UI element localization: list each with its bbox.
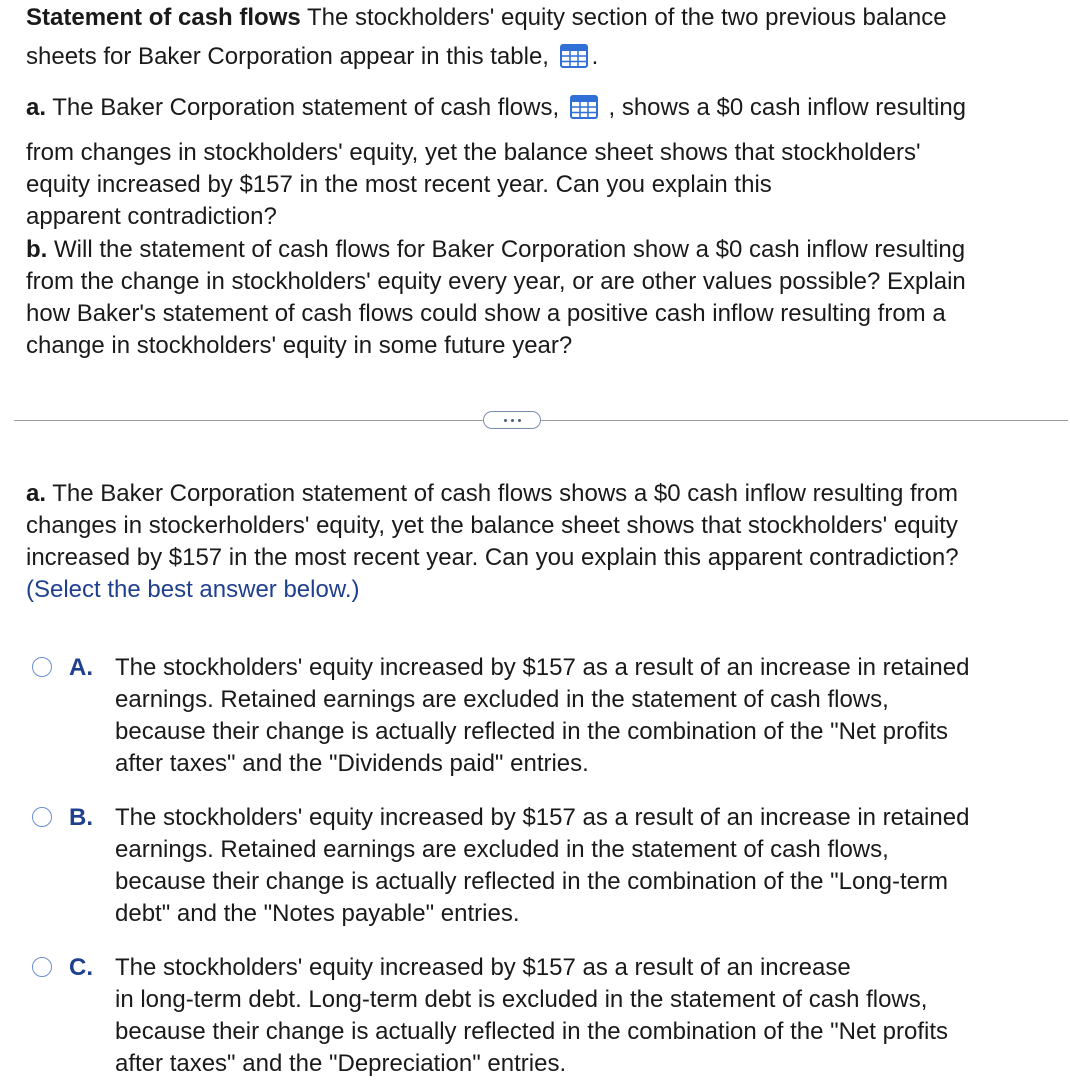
intro-line-2: [26, 41, 1056, 73]
option-letter: A.: [69, 654, 93, 681]
option-line: debt" and the "Notes payable" entries.: [115, 900, 520, 927]
intro: [26, 2, 1056, 73]
intro-text-2-end: .: [591, 43, 599, 70]
option-text: [115, 952, 1050, 1080]
question-b-line-1: [26, 234, 1056, 266]
table-grid-icon[interactable]: [570, 95, 598, 119]
option-line: because their change is actually reflected in the combination of the "Net profits: [115, 718, 948, 745]
answer-option-b[interactable]: [32, 802, 1062, 932]
radio-button-b[interactable]: [32, 807, 52, 827]
question-b-text-1: Will the statement of cash flows for Baker Corporation show a $0 cash inflow resulting: [54, 236, 966, 263]
option-text: [115, 652, 1050, 780]
part-a-label: a.: [26, 480, 47, 507]
question-a-text-1: The Baker Corporation statement of cash flows,: [52, 94, 560, 121]
option-letter: B.: [69, 804, 93, 831]
select-hint: (Select the best answer below.): [26, 576, 360, 603]
intro-line-1: [26, 2, 1056, 34]
radio-button-a[interactable]: [32, 657, 52, 677]
radio-button-c[interactable]: [32, 957, 52, 977]
question-a-text-1-end: , shows a $0 cash inflow resulting: [608, 94, 967, 121]
intro-title: Statement of cash flows: [26, 4, 301, 31]
option-text: [115, 802, 1050, 930]
question-b-label: b.: [26, 236, 48, 263]
more-dots-icon: [504, 419, 507, 422]
intro-text-2: sheets for Baker Corporation appear in this table,: [26, 43, 549, 70]
part-a-line-2: changes in stockerholders' equity, yet the balance sheet shows that stockholders' equity: [26, 512, 958, 539]
option-line: The stockholders' equity increased by $157 as a result of an increase in retained: [115, 804, 970, 831]
option-line: The stockholders' equity increased by $157 as a result of an increase: [115, 954, 851, 981]
option-line: because their change is actually reflected in the combination of the "Long-term: [115, 868, 949, 895]
question-b-line-3: how Baker's statement of cash flows could show a positive cash inflow resulting from a: [26, 300, 946, 327]
question-b-line-2: from the change in stockholders' equity every year, or are other values possible? Explain: [26, 268, 966, 295]
question-a-line-1: [26, 92, 1056, 124]
part-a-text-1: The Baker Corporation statement of cash flows shows a $0 cash inflow resulting from: [52, 480, 959, 507]
question-a-label: a.: [26, 94, 47, 121]
option-letter: C.: [69, 954, 93, 981]
section-divider: [14, 420, 1068, 421]
option-line: in long-term debt. Long-term debt is excluded in the statement of cash flows,: [115, 986, 928, 1013]
table-grid-icon[interactable]: [560, 44, 588, 68]
option-line: earnings. Retained earnings are excluded in the statement of cash flows,: [115, 836, 889, 863]
expand-button[interactable]: [483, 411, 541, 429]
part-a-line-3: increased by $157 in the most recent year. Can you explain this apparent contradiction?: [26, 544, 959, 571]
question-b-line-4: change in stockholders' equity in some future year?: [26, 332, 573, 359]
question-b: [26, 234, 1056, 362]
question-a-line-4: apparent contradiction?: [26, 203, 277, 230]
option-line: because their change is actually reflected in the combination of the "Net profits: [115, 1018, 948, 1045]
option-line: earnings. Retained earnings are excluded in the statement of cash flows,: [115, 686, 889, 713]
option-line: after taxes" and the "Dividends paid" entries.: [115, 750, 589, 777]
option-line: after taxes" and the "Depreciation" entries.: [115, 1050, 567, 1077]
question-a-line-3: equity increased by $157 in the most recent year. Can you explain this: [26, 171, 772, 198]
intro-text-1: The stockholders' equity section of the two previous balance: [306, 4, 947, 31]
option-line: The stockholders' equity increased by $157 as a result of an increase in retained: [115, 654, 970, 681]
answer-option-a[interactable]: [32, 652, 1062, 782]
part-a-line-1: [26, 478, 1056, 510]
question-a: [26, 92, 1056, 233]
answer-option-c[interactable]: [32, 952, 1062, 1082]
part-a-question: [26, 478, 1056, 606]
question-a-line-2: from changes in stockholders' equity, yet the balance sheet shows that stockholders': [26, 139, 921, 166]
